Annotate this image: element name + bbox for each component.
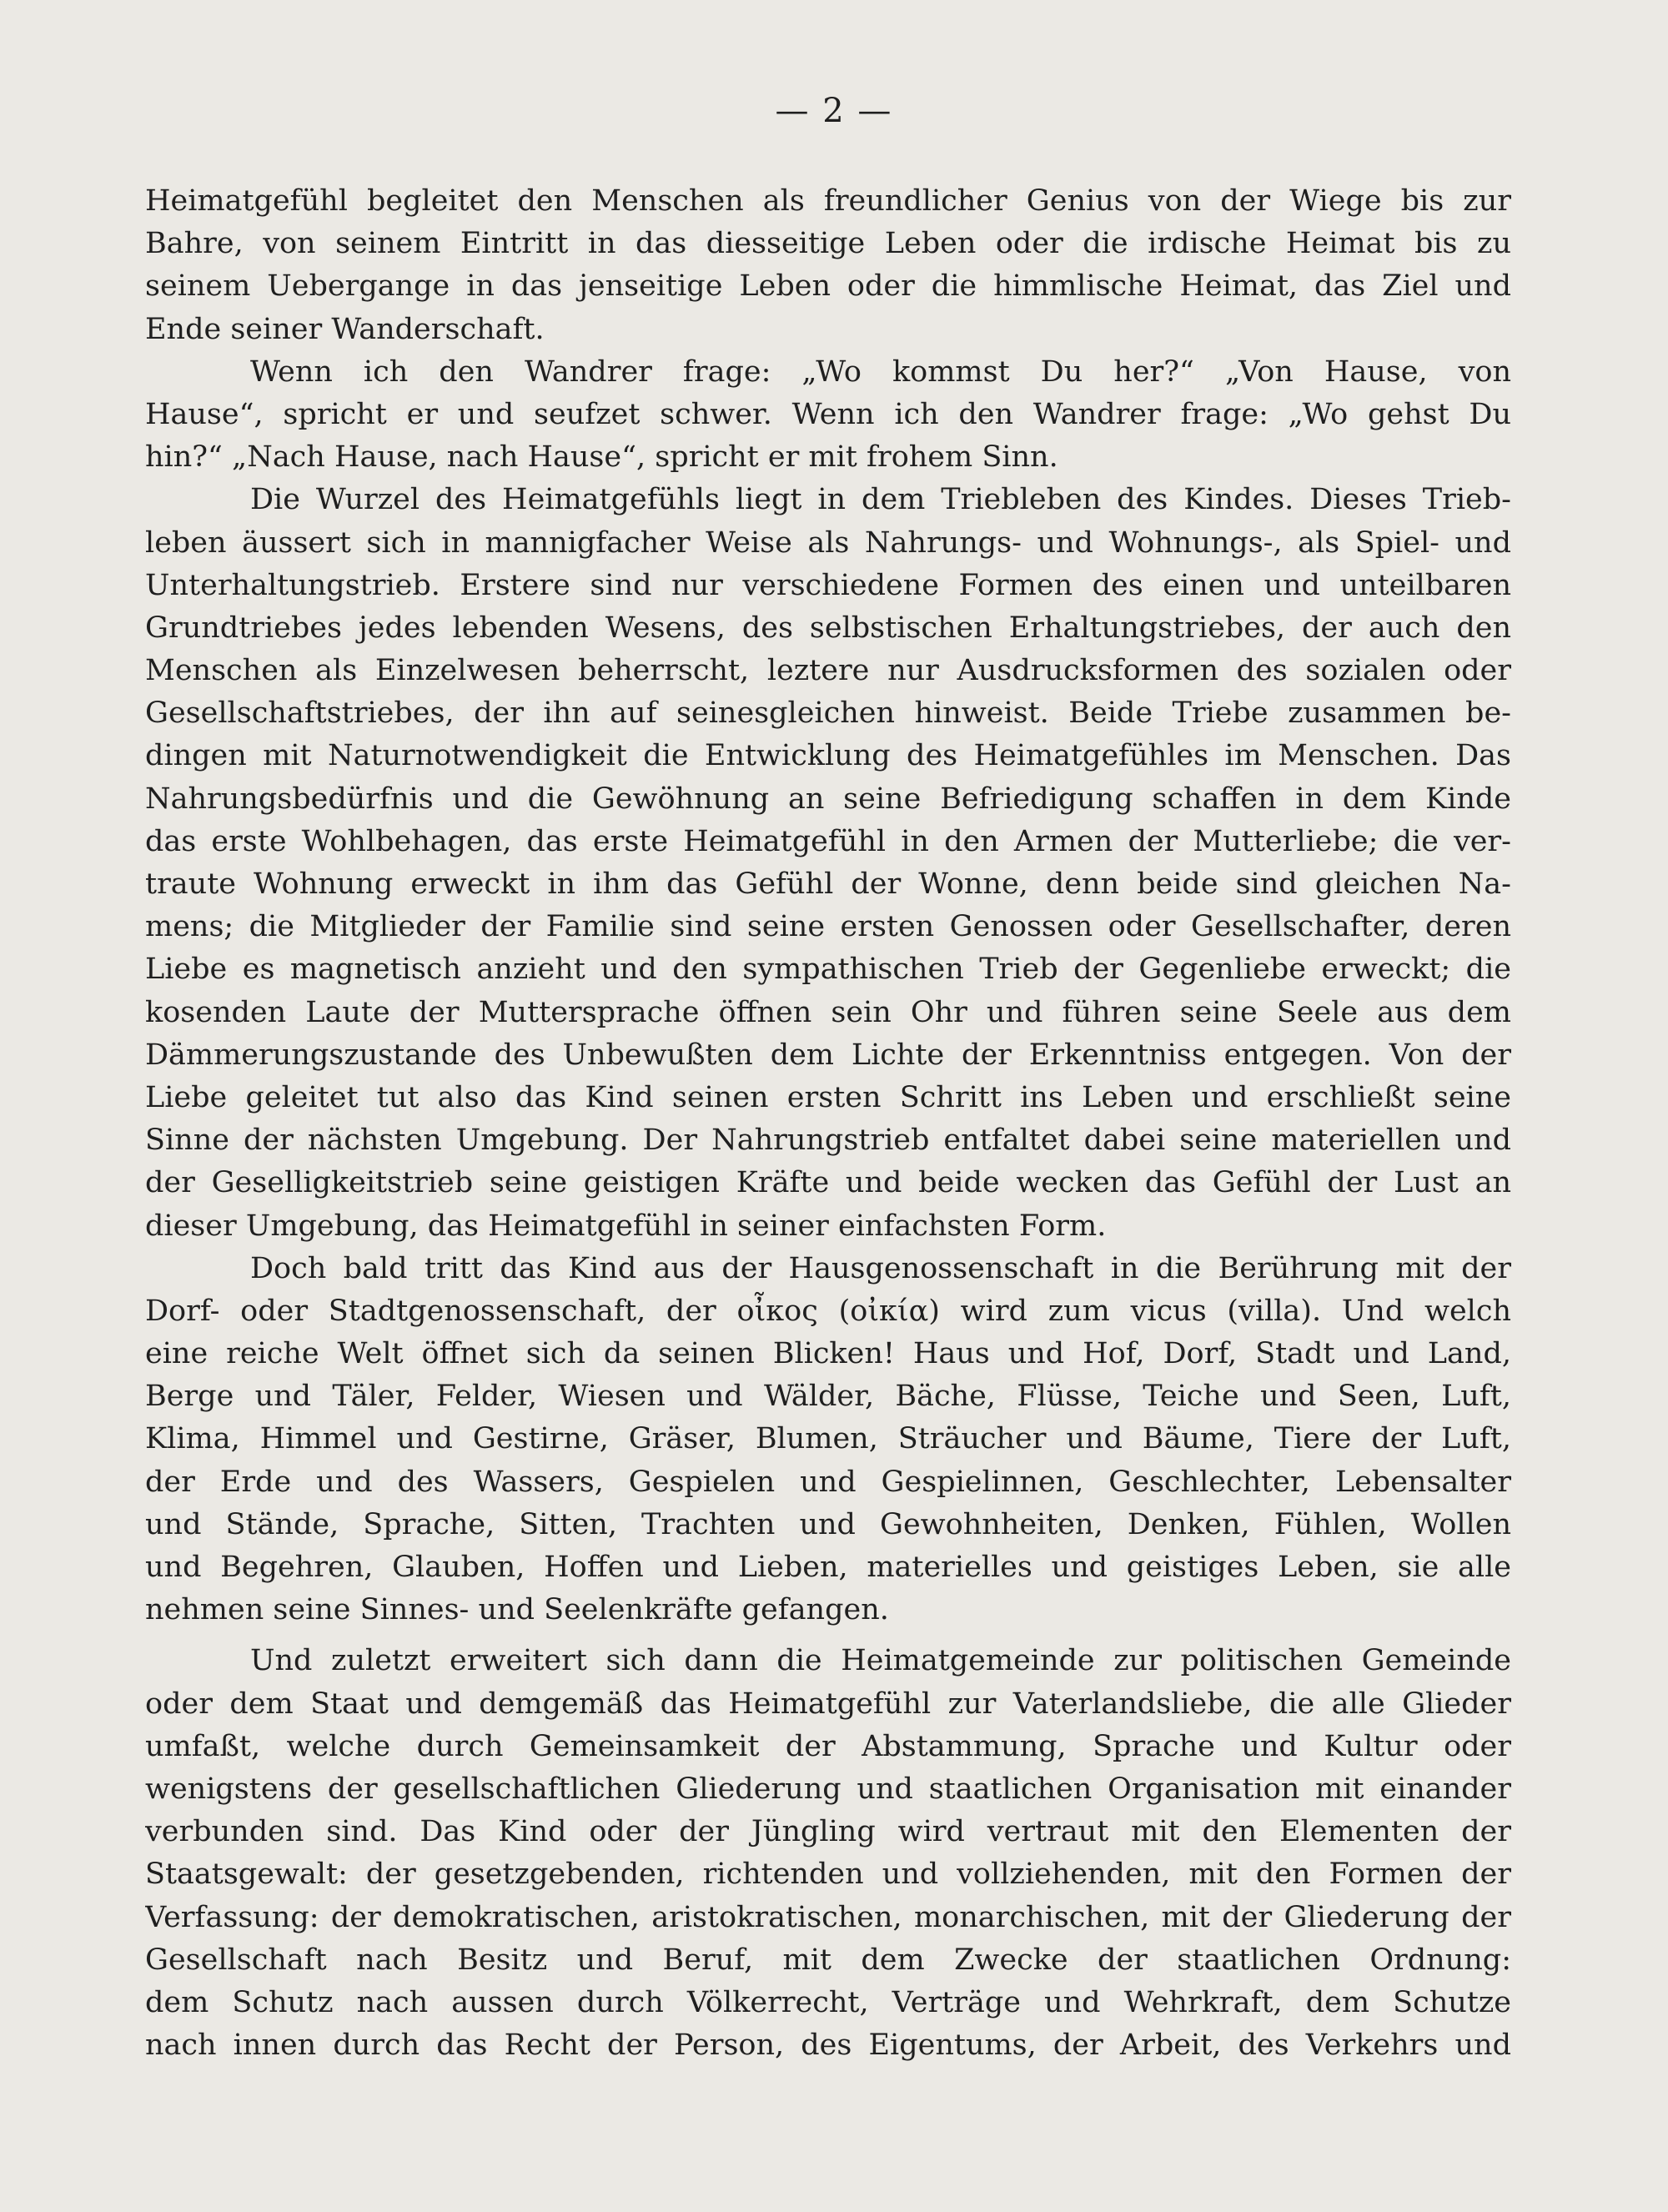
text-line: Menschen als Einzelwesen beherrscht, leztere nur Ausdrucksformen des sozialen oder	[145, 654, 1511, 688]
text-line: dem Schutz nach aussen durch Völkerrecht, Verträge und Wehrkraft, dem Schutze	[145, 1985, 1511, 2019]
text-line: nach innen durch das Recht der Person, des Eigentums, der Arbeit, des Verkehrs und	[145, 2029, 1511, 2063]
text-line: Nahrungsbedürfnis und die Gewöhnung an seine Befriedigung schaffen in dem Kinde	[145, 782, 1511, 816]
text-line: Gesellschaft nach Besitz und Beruf, mit dem Zwecke der staatlichen Ordnung:	[145, 1943, 1511, 1977]
text-line: der Erde und des Wassers, Gespielen und Gespielinnen, Geschlechter, Lebensalter	[145, 1465, 1511, 1499]
text-line: Hause“, spricht er und seufzet schwer. Wenn ich den Wandrer frage: „Wo gehst Du	[145, 397, 1511, 431]
text-line: mens; die Mitglieder der Familie sind seine ersten Genossen oder Gesellschafter, deren	[145, 910, 1511, 944]
paragraph	[145, 1248, 1511, 1632]
text-line: Die Wurzel des Heimatgefühls liegt in dem Triebleben des Kindes. Dieses Trieb-	[250, 483, 1511, 517]
text-line: umfaßt, welche durch Gemeinsamkeit der Abstammung, Sprache und Kultur oder	[145, 1729, 1511, 1763]
text-line: Verfassung: der demokratischen, aristokratischen, monarchischen, mit der Gliederung der	[145, 1900, 1511, 1934]
text-line: das erste Wohlbehagen, das erste Heimatgefühl in den Armen der Mutterliebe; die ver-	[145, 824, 1511, 858]
page-number: — 2 —	[775, 92, 893, 130]
text-line: und Begehren, Glauben, Hoffen und Lieben, materielles und geistiges Leben, sie alle	[145, 1551, 1511, 1584]
text-line: wenigstens der gesellschaftlichen Gliederung und staatlichen Organisation mit einander	[145, 1772, 1511, 1806]
text-line: hin?“ „Nach Hause, nach Hause“, spricht er mit frohem Sinn.	[145, 440, 1058, 475]
text-line: oder dem Staat und demgemäß das Heimatgefühl zur Vaterlandsliebe, die alle Glieder	[145, 1687, 1511, 1721]
text-line: traute Wohnung erweckt in ihm das Gefühl der Wonne, denn beide sind gleichen Na-	[145, 867, 1511, 901]
text-line: verbunden sind. Das Kind oder der Jüngling wird vertraut mit den Elementen der	[145, 1815, 1511, 1849]
text-line: der Geselligkeitstrieb seine geistigen Kräfte und beide wecken das Gefühl der Lust an	[145, 1166, 1511, 1200]
paragraph-gap	[145, 1631, 1511, 1640]
text-line: Wenn ich den Wandrer frage: „Wo kommst Du her?“ „Von Hause, von	[250, 354, 1511, 389]
text-line: eine reiche Welt öffnet sich da seinen Blicken! Haus und Hof, Dorf, Stadt und Land,	[145, 1337, 1511, 1371]
text-line: Klima, Himmel und Gestirne, Gräser, Blumen, Sträucher und Bäume, Tiere der Luft,	[145, 1422, 1511, 1456]
paragraph	[145, 1640, 1511, 2067]
text-line: Heimatgefühl begleitet den Menschen als freundlicher Genius von der Wiege bis zur	[145, 184, 1511, 218]
text-line: und Stände, Sprache, Sitten, Trachten und Gewohnheiten, Denken, Fühlen, Wollen	[145, 1507, 1511, 1541]
text-line: Berge und Täler, Felder, Wiesen und Wälder, Bäche, Flüsse, Teiche und Seen, Luft,	[145, 1380, 1511, 1414]
text-line: Bahre, von seinem Eintritt in das diesseitige Leben oder die irdische Heimat bis zu	[145, 227, 1511, 261]
text-line: leben äussert sich in mannigfacher Weise als Nahrungs- und Wohnungs-, als Spiel- und	[145, 525, 1511, 560]
text-line: nehmen seine Sinnes- und Seelenkräfte gefangen.	[145, 1593, 889, 1627]
body-text	[145, 180, 1511, 2067]
text-line: seinem Uebergange in das jenseitige Leben oder die himmlische Heimat, das Ziel und	[145, 269, 1511, 304]
text-line: Gesellschaftstriebes, der ihn auf seinesgleichen hinweist. Beide Triebe zusammen be-	[145, 696, 1511, 731]
text-line: Sinne der nächsten Umgebung. Der Nahrungstrieb entfaltet dabei seine materiellen und	[145, 1124, 1511, 1158]
text-line: Dorf- oder Stadtgenossenschaft, der οἶκος (οἰκία) wird zum vicus (villa). Und welch	[145, 1294, 1511, 1328]
text-line: Liebe geleitet tut also das Kind seinen ersten Schritt ins Leben und erschließt seine	[145, 1080, 1511, 1114]
text-line: Ende seiner Wanderschaft.	[145, 312, 545, 346]
text-line: Doch bald tritt das Kind aus der Hausgenossenschaft in die Berührung mit der	[250, 1251, 1511, 1285]
text-line: Unterhaltungstrieb. Erstere sind nur verschiedene Formen des einen und unteilbaren	[145, 568, 1511, 602]
paragraph	[145, 479, 1511, 1247]
paragraph	[145, 351, 1511, 480]
paragraph	[145, 180, 1511, 351]
text-line: Dämmerungszustande des Unbewußten dem Lichte der Erkenntniss entgegen. Von der	[145, 1038, 1511, 1072]
text-line: dingen mit Naturnotwendigkeit die Entwicklung des Heimatgefühles im Menschen. Das	[145, 739, 1511, 773]
text-line: Liebe es magnetisch anzieht und den sympathischen Trieb der Gegenliebe erweckt; die	[145, 953, 1511, 987]
text-line: Grundtriebes jedes lebenden Wesens, des selbstischen Erhaltungstriebes, der auch den	[145, 611, 1511, 645]
text-line: kosenden Laute der Muttersprache öffnen sein Ohr und führen seine Seele aus dem	[145, 995, 1511, 1029]
text-line: Staatsgewalt: der gesetzgebenden, richtenden und vollziehenden, mit den Formen der	[145, 1858, 1511, 1892]
text-line: dieser Umgebung, das Heimatgefühl in seiner einfachsten Form.	[145, 1209, 1107, 1243]
text-line: Und zuletzt erweitert sich dann die Heimatgemeinde zur politischen Gemeinde	[250, 1644, 1511, 1678]
